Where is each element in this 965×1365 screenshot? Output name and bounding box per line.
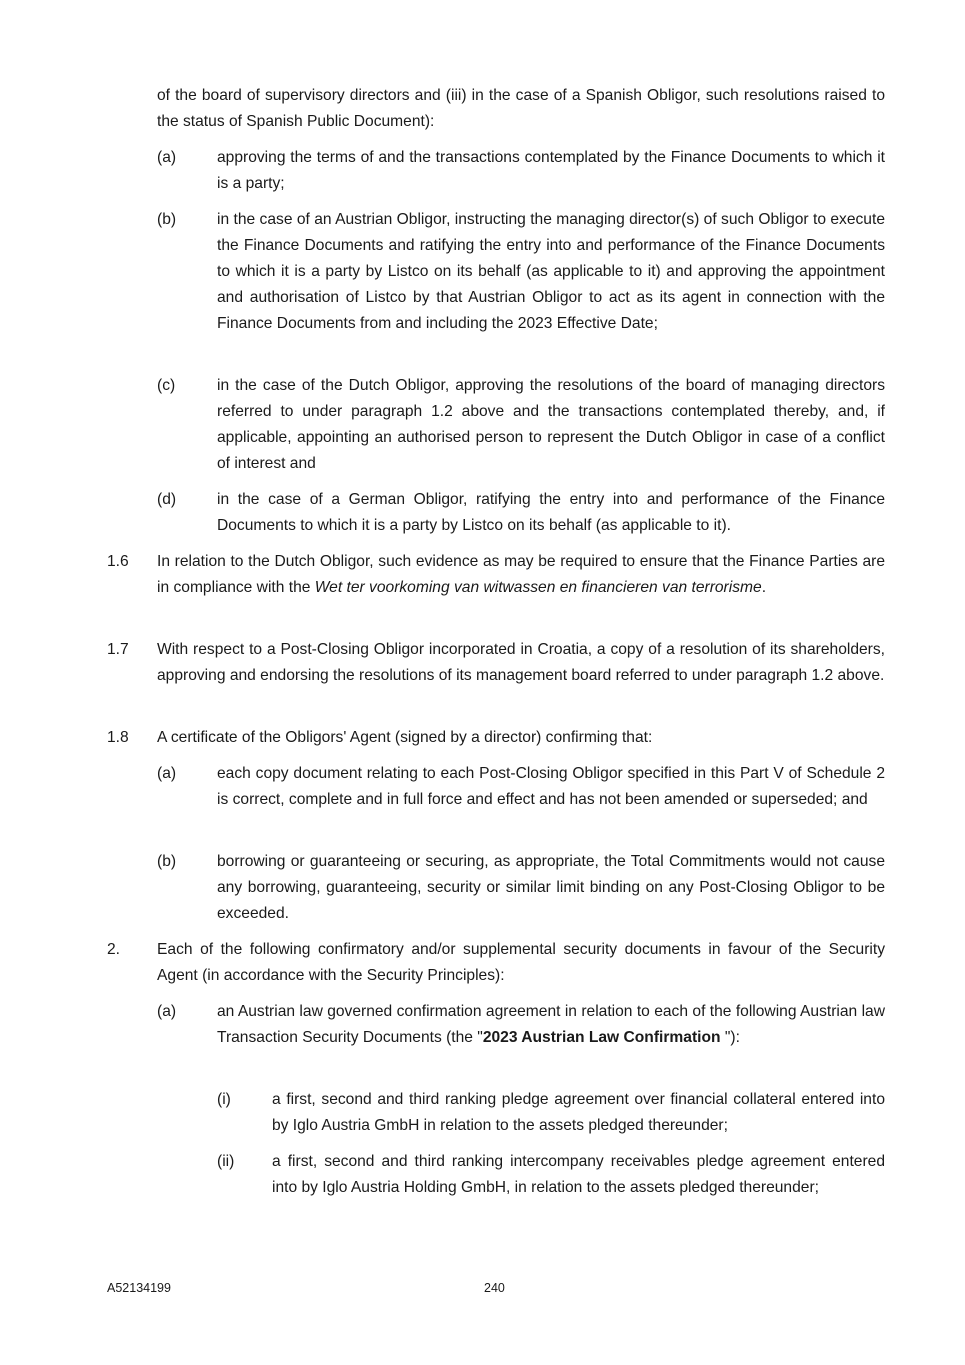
item-text-end: "): bbox=[720, 1029, 740, 1046]
item-text: borrowing or guaranteeing or securing, as appropriate, the Total Commitments would not cause any borrowing, guaranteeing, security or similar limit binding on any Post-Closing Obligor to be exceeded. bbox=[217, 853, 885, 922]
item-label: (b) bbox=[157, 853, 177, 870]
item-label: (c) bbox=[157, 377, 176, 394]
section-number: 1.7 bbox=[107, 641, 129, 658]
item-label: (a) bbox=[157, 1003, 177, 1020]
item-text: in the case of a German Obligor, ratifying the entry into and performance of the Finance Documents to which it is a party by Listco on its behalf (as applicable to it). bbox=[217, 491, 885, 534]
defined-term: 2023 Austrian Law Confirmation bbox=[482, 1029, 721, 1046]
section-1-7-text: With respect to a Post-Closing Obligor incorporated in Croatia, a copy of a resolution of its shareholders, approving and endorsing the resolutions of its management board referred to under paragraph 1.2 above. bbox=[157, 641, 885, 684]
section-text: In relation to the Dutch Obligor, such evidence as may be required to ensure that the Finance Parties are in compliance with the bbox=[157, 553, 885, 596]
item-label: (d) bbox=[157, 491, 177, 508]
subitem-label: (i) bbox=[217, 1091, 231, 1108]
section-2-a-text bbox=[217, 999, 885, 1051]
section-number: 1.8 bbox=[107, 729, 129, 746]
item-label: (b) bbox=[157, 211, 177, 228]
italic-term: Wet ter voorkoming van witwassen en financieren van terrorisme bbox=[314, 579, 762, 596]
section-number: 2. bbox=[107, 941, 121, 958]
footer-reference: A52134199 bbox=[107, 1281, 171, 1295]
item-text: in the case of the Dutch Obligor, approving the resolutions of the board of managing directors referred to under paragraph 1.2 above and the transactions contemplated thereby, and, if applicable, appointing an authorised person to represent the Dutch Obligor in case of a conflict of interest and bbox=[217, 377, 885, 472]
subitem-text: a first, second and third ranking pledge agreement over financial collateral entered into by Iglo Austria GmbH in relation to the assets pledged thereunder; bbox=[272, 1091, 885, 1134]
subitem-label: (ii) bbox=[217, 1153, 235, 1170]
item-label: (a) bbox=[157, 149, 177, 166]
section-2-text: Each of the following confirmatory and/or supplemental security documents in favour of the Security Agent (in accordance with the Security Principles): bbox=[157, 941, 885, 984]
page-number: 240 bbox=[484, 1281, 505, 1295]
section-1-6-text bbox=[157, 549, 885, 601]
section-1-8-text: A certificate of the Obligors' Agent (signed by a director) confirming that: bbox=[157, 729, 653, 746]
section-text-end: . bbox=[761, 579, 767, 596]
item-text: approving the terms of and the transactions contemplated by the Finance Documents to which it is a party; bbox=[217, 149, 885, 192]
intro-paragraph: of the board of supervisory directors and (iii) in the case of a Spanish Obligor, such resolutions raised to the status of Spanish Public Document): bbox=[157, 87, 885, 130]
subitem-text: a first, second and third ranking intercompany receivables pledge agreement entered into by Iglo Austria Holding GmbH, in relation to the assets pledged thereunder; bbox=[272, 1153, 885, 1196]
item-text: each copy document relating to each Post-Closing Obligor specified in this Part V of Schedule 2 is correct, complete and in full force and effect and has not been amended or superseded; and bbox=[217, 765, 885, 808]
item-text: an Austrian law governed confirmation agreement in relation to each of the following Austrian law Transaction Security Documents (the " bbox=[217, 1003, 885, 1046]
item-label: (a) bbox=[157, 765, 177, 782]
section-number: 1.6 bbox=[107, 553, 129, 570]
item-text: in the case of an Austrian Obligor, instructing the managing director(s) of such Obligor to execute the Finance Documents and ratifying the entry into and performance of the Finance Documents to which it is a party by Listco on its behalf (as applicable to it) and approving the appointment and authorisation of Listco by that Austrian Obligor to act as its agent in connection with the Finance Documents from and including the 2023 Effective Date; bbox=[217, 211, 885, 332]
